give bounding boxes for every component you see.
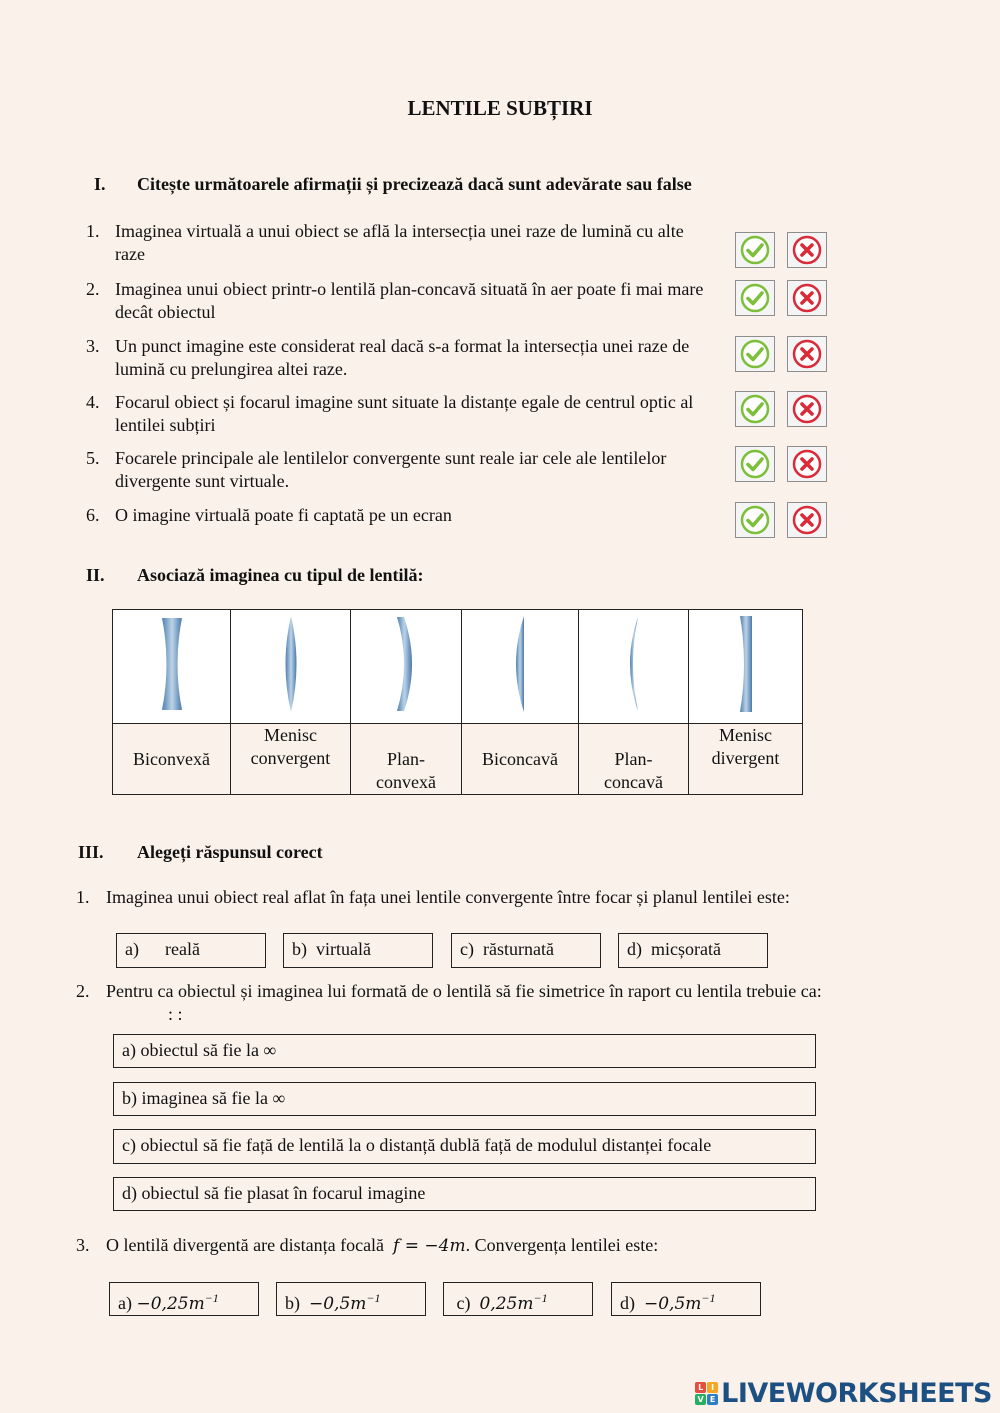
statement-text: O imagine virtuală poate fi captată pe un ecran — [115, 505, 452, 525]
lens-label-cell[interactable] — [689, 724, 803, 795]
logo-mark-icon — [695, 1382, 718, 1405]
check-circle-icon — [740, 283, 770, 313]
x-circle-icon — [792, 394, 822, 424]
q2-option-c[interactable]: c) obiectul să fie față de lentilă la o distanță dublă față de modulul distanței focale — [113, 1129, 816, 1164]
lens-label-line: Menisc — [719, 725, 772, 745]
lens-label-line: convergent — [250, 748, 331, 768]
lens-cell[interactable] — [113, 610, 231, 724]
lens-label-line: Biconcavă — [482, 748, 558, 769]
lens-label-line: divergent — [711, 748, 780, 768]
false-button-4[interactable] — [787, 391, 827, 427]
question-text: O lentilă divergentă are distanța focală f = −4m. Convergența lentilei este: — [106, 1235, 659, 1256]
logo-mark-tile: E — [707, 1394, 718, 1405]
lens-label-line: Plan- — [387, 749, 425, 769]
check-circle-icon — [740, 505, 770, 535]
lens-label-cell[interactable] — [579, 724, 689, 795]
q3-option-b[interactable]: $b) -0,5m^{-1}$ — [276, 1282, 426, 1316]
q1-option-b[interactable]: b) virtuală — [283, 933, 433, 968]
x-circle-icon — [792, 283, 822, 313]
check-circle-icon — [740, 449, 770, 479]
statement-text: Un punct imagine este considerat real dacă s-a format la intersecția unei raze de lumină cu prelungirea altei raze. — [115, 336, 690, 379]
lens-cell[interactable] — [579, 610, 689, 724]
q3-option-c[interactable]: c) $0,25m^{-1}$ — [443, 1282, 593, 1316]
lens-label-cell[interactable] — [462, 724, 579, 795]
q1-option-a[interactable]: a) reală — [116, 933, 266, 968]
lens-cell[interactable] — [462, 610, 579, 724]
plano-convex-lens-icon[interactable] — [512, 616, 528, 712]
q2-option-a[interactable]: a) obiectul să fie la ∞ — [113, 1034, 816, 1068]
x-circle-icon — [792, 235, 822, 265]
lens-label-line: Plan- — [614, 749, 653, 769]
true-button-2[interactable] — [735, 280, 775, 316]
statement-text: Focarele principale ale lentilelor convergente sunt reale iar cele ale lentilelor divergente sunt virtuale. — [115, 448, 667, 491]
statement-text: Focarul obiect și focarul imagine sunt situate la distanțe egale de centrul optic al lentilei subțiri — [115, 392, 694, 435]
section-title: Alegeți răspunsul corect — [137, 842, 323, 862]
x-circle-icon — [792, 449, 822, 479]
q2-option-b[interactable]: b) imaginea să fie la ∞ — [113, 1082, 816, 1116]
logo-mark-tile: V — [695, 1394, 706, 1405]
question-number: 1. — [76, 887, 90, 907]
lens-label-line: Biconvexă — [133, 748, 210, 769]
lens-matching-table — [112, 609, 803, 795]
focal-length-formula: f = −4m — [393, 1236, 466, 1256]
plano-concave-lens-icon[interactable] — [738, 616, 754, 712]
statement-text: Imaginea unui obiect printr-o lentilă plan-concavă situată în aer poate fi mai mare decât obiectul — [115, 279, 704, 322]
true-button-6[interactable] — [735, 502, 775, 538]
lens-cell[interactable] — [231, 610, 351, 724]
check-circle-icon — [740, 394, 770, 424]
section-title: Asociază imaginea cu tipul de lentilă: — [137, 565, 424, 585]
statement-text: Imaginea virtuală a unui obiect se află la intersecția unei raze de lumină cu alte raze — [115, 221, 684, 264]
statement-number: 5. — [86, 448, 100, 468]
false-button-6[interactable] — [787, 502, 827, 538]
false-button-2[interactable] — [787, 280, 827, 316]
check-circle-icon — [740, 235, 770, 265]
true-button-4[interactable] — [735, 391, 775, 427]
statement-number: 6. — [86, 505, 100, 525]
x-circle-icon — [792, 339, 822, 369]
lens-label-line: convexă — [376, 772, 436, 792]
statement-number: 4. — [86, 392, 100, 412]
lens-label-cell[interactable] — [231, 724, 351, 795]
false-button-5[interactable] — [787, 446, 827, 482]
lens-cell[interactable] — [689, 610, 803, 724]
page-title: LENTILE SUBȚIRI — [407, 96, 593, 120]
section-numeral: III. — [78, 842, 104, 862]
q2-option-d[interactable]: d) obiectul să fie plasat în focarul imagine — [113, 1177, 816, 1211]
lens-label-line: concavă — [604, 772, 663, 792]
q3-option-d[interactable]: $d) -0,5m^{-1}$ — [611, 1282, 761, 1316]
question-text: Imaginea unui obiect real aflat în fața unei lentile convergente între focar și planul lentilei este: — [106, 887, 790, 907]
lens-label-cell[interactable] — [113, 724, 231, 795]
logo-wordmark: LIVEWORKSHEETS — [721, 1378, 992, 1409]
convex-concave-lens-icon[interactable] — [395, 617, 417, 711]
biconcave-lens-icon[interactable] — [160, 618, 184, 710]
statement-number: 1. — [86, 221, 100, 241]
lens-label-cell[interactable] — [351, 724, 462, 795]
stray-colons: : : — [168, 1004, 183, 1024]
statement-number: 3. — [86, 336, 100, 356]
concave-convex-lens-icon[interactable] — [624, 617, 644, 711]
q3-option-a[interactable]: $a) -0,25m^{-1}$ — [109, 1282, 259, 1316]
section-numeral: II. — [86, 565, 105, 585]
question-text: Pentru ca obiectul și imaginea lui formată de o lentilă să fie simetrice în raport cu lentila trebuie ca: — [106, 981, 822, 1001]
x-circle-icon — [792, 505, 822, 535]
false-button-1[interactable] — [787, 232, 827, 268]
logo-mark-tile: I — [707, 1382, 718, 1393]
question-number: 3. — [76, 1235, 90, 1255]
false-button-3[interactable] — [787, 336, 827, 372]
lens-cell[interactable] — [351, 610, 462, 724]
true-button-5[interactable] — [735, 446, 775, 482]
statement-number: 2. — [86, 279, 100, 299]
section-title: Citește următoarele afirmații și precizează dacă sunt adevărate sau false — [137, 174, 692, 194]
biconvex-lens-icon[interactable] — [282, 616, 300, 712]
check-circle-icon — [740, 339, 770, 369]
true-button-3[interactable] — [735, 336, 775, 372]
liveworksheets-logo[interactable] — [695, 1378, 992, 1409]
logo-mark-tile: L — [695, 1382, 706, 1393]
true-button-1[interactable] — [735, 232, 775, 268]
lens-label-line: Menisc — [264, 725, 317, 745]
q1-option-d[interactable]: d) micșorată — [618, 933, 768, 968]
section-numeral: I. — [94, 174, 106, 194]
question-number: 2. — [76, 981, 90, 1001]
q1-option-c[interactable]: c) răsturnată — [451, 933, 601, 968]
